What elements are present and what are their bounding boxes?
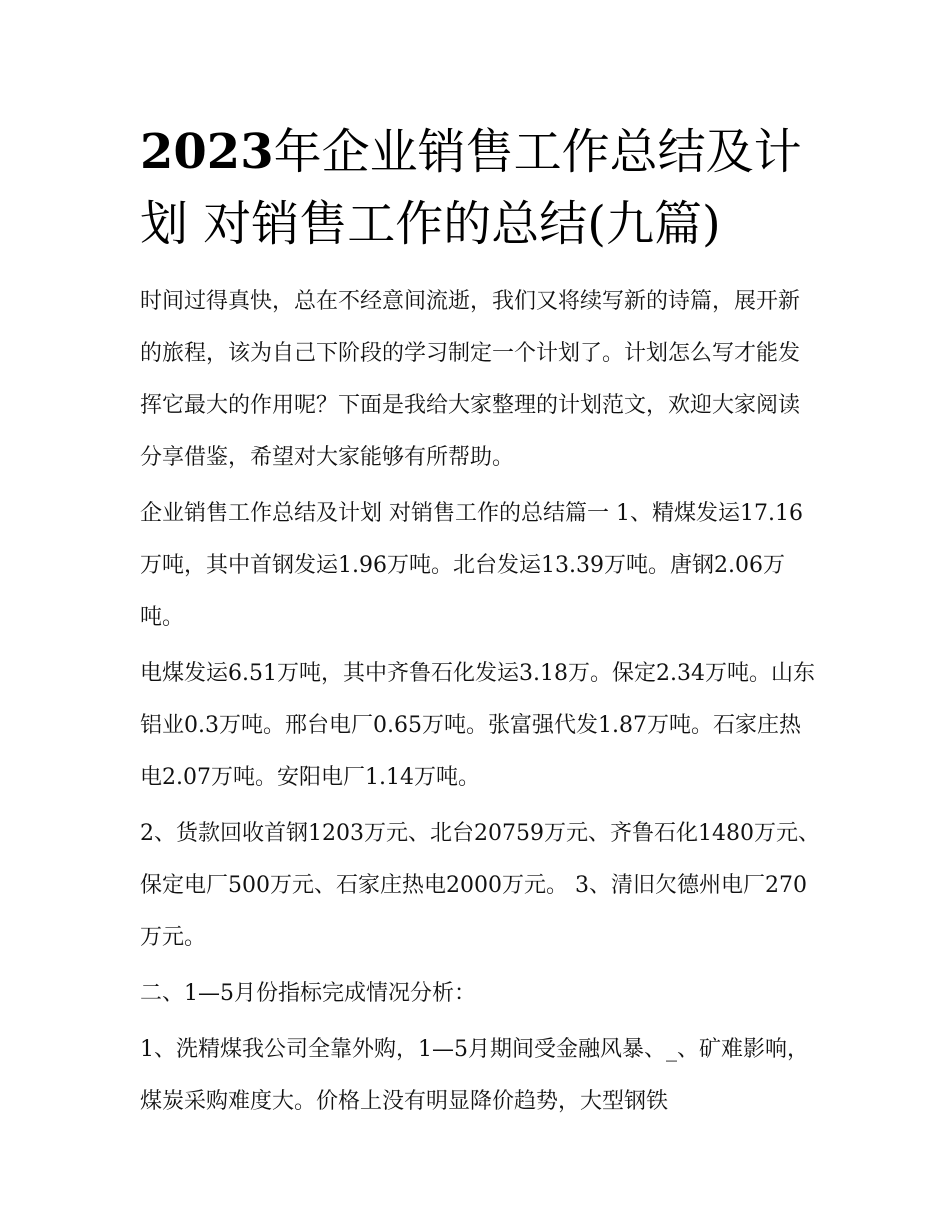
title-year: 2023 — [140, 124, 274, 180]
title-text: 年企业销售工作总结及计划 对销售工作的总结(九篇) — [140, 124, 802, 252]
paragraph-coking-coal: 企业销售工作总结及计划 对销售工作的总结篇一 1、精煤发运17.16万吨，其中首钢发运1.96万吨。北台发运13.39万吨。唐钢2.06万吨。 — [140, 501, 803, 630]
paragraph-analysis: 1、洗精煤我公司全靠外购，1—5月期间受金融风暴、_、矿难影响，煤炭采购难度大。价格上没有明显降价趋势，大型钢铁 — [140, 1037, 809, 1114]
section-heading: 二、1—5月份指标完成情况分析： — [140, 981, 476, 1006]
paragraph-power-coal: 电煤发运6.51万吨，其中齐鲁石化发运3.18万。保定2.34万吨。山东铝业0.3万吨。邢台电厂0.65万吨。张富强代发1.87万吨。石家庄热电2.07万吨。安阳电厂1.14万吨。 — [140, 661, 815, 790]
document-title — [140, 116, 820, 260]
document-body — [140, 276, 820, 1128]
paragraph-payment-recovery: 2、货款回收首钢1203万元、北台20759万元、齐鲁石化1480万元、保定电厂500万元、石家庄热电2000万元。 3、清旧欠德州电厂270万元。 — [140, 821, 820, 950]
paragraph-intro: 时间过得真快，总在不经意间流逝，我们又将续写新的诗篇，展开新的旅程，该为自己下阶段的学习制定一个计划了。计划怎么写才能发挥它最大的作用呢？下面是我给大家整理的计划范文，欢迎大家阅读分享借鉴，希望对大家能够有所帮助。 — [140, 289, 801, 470]
